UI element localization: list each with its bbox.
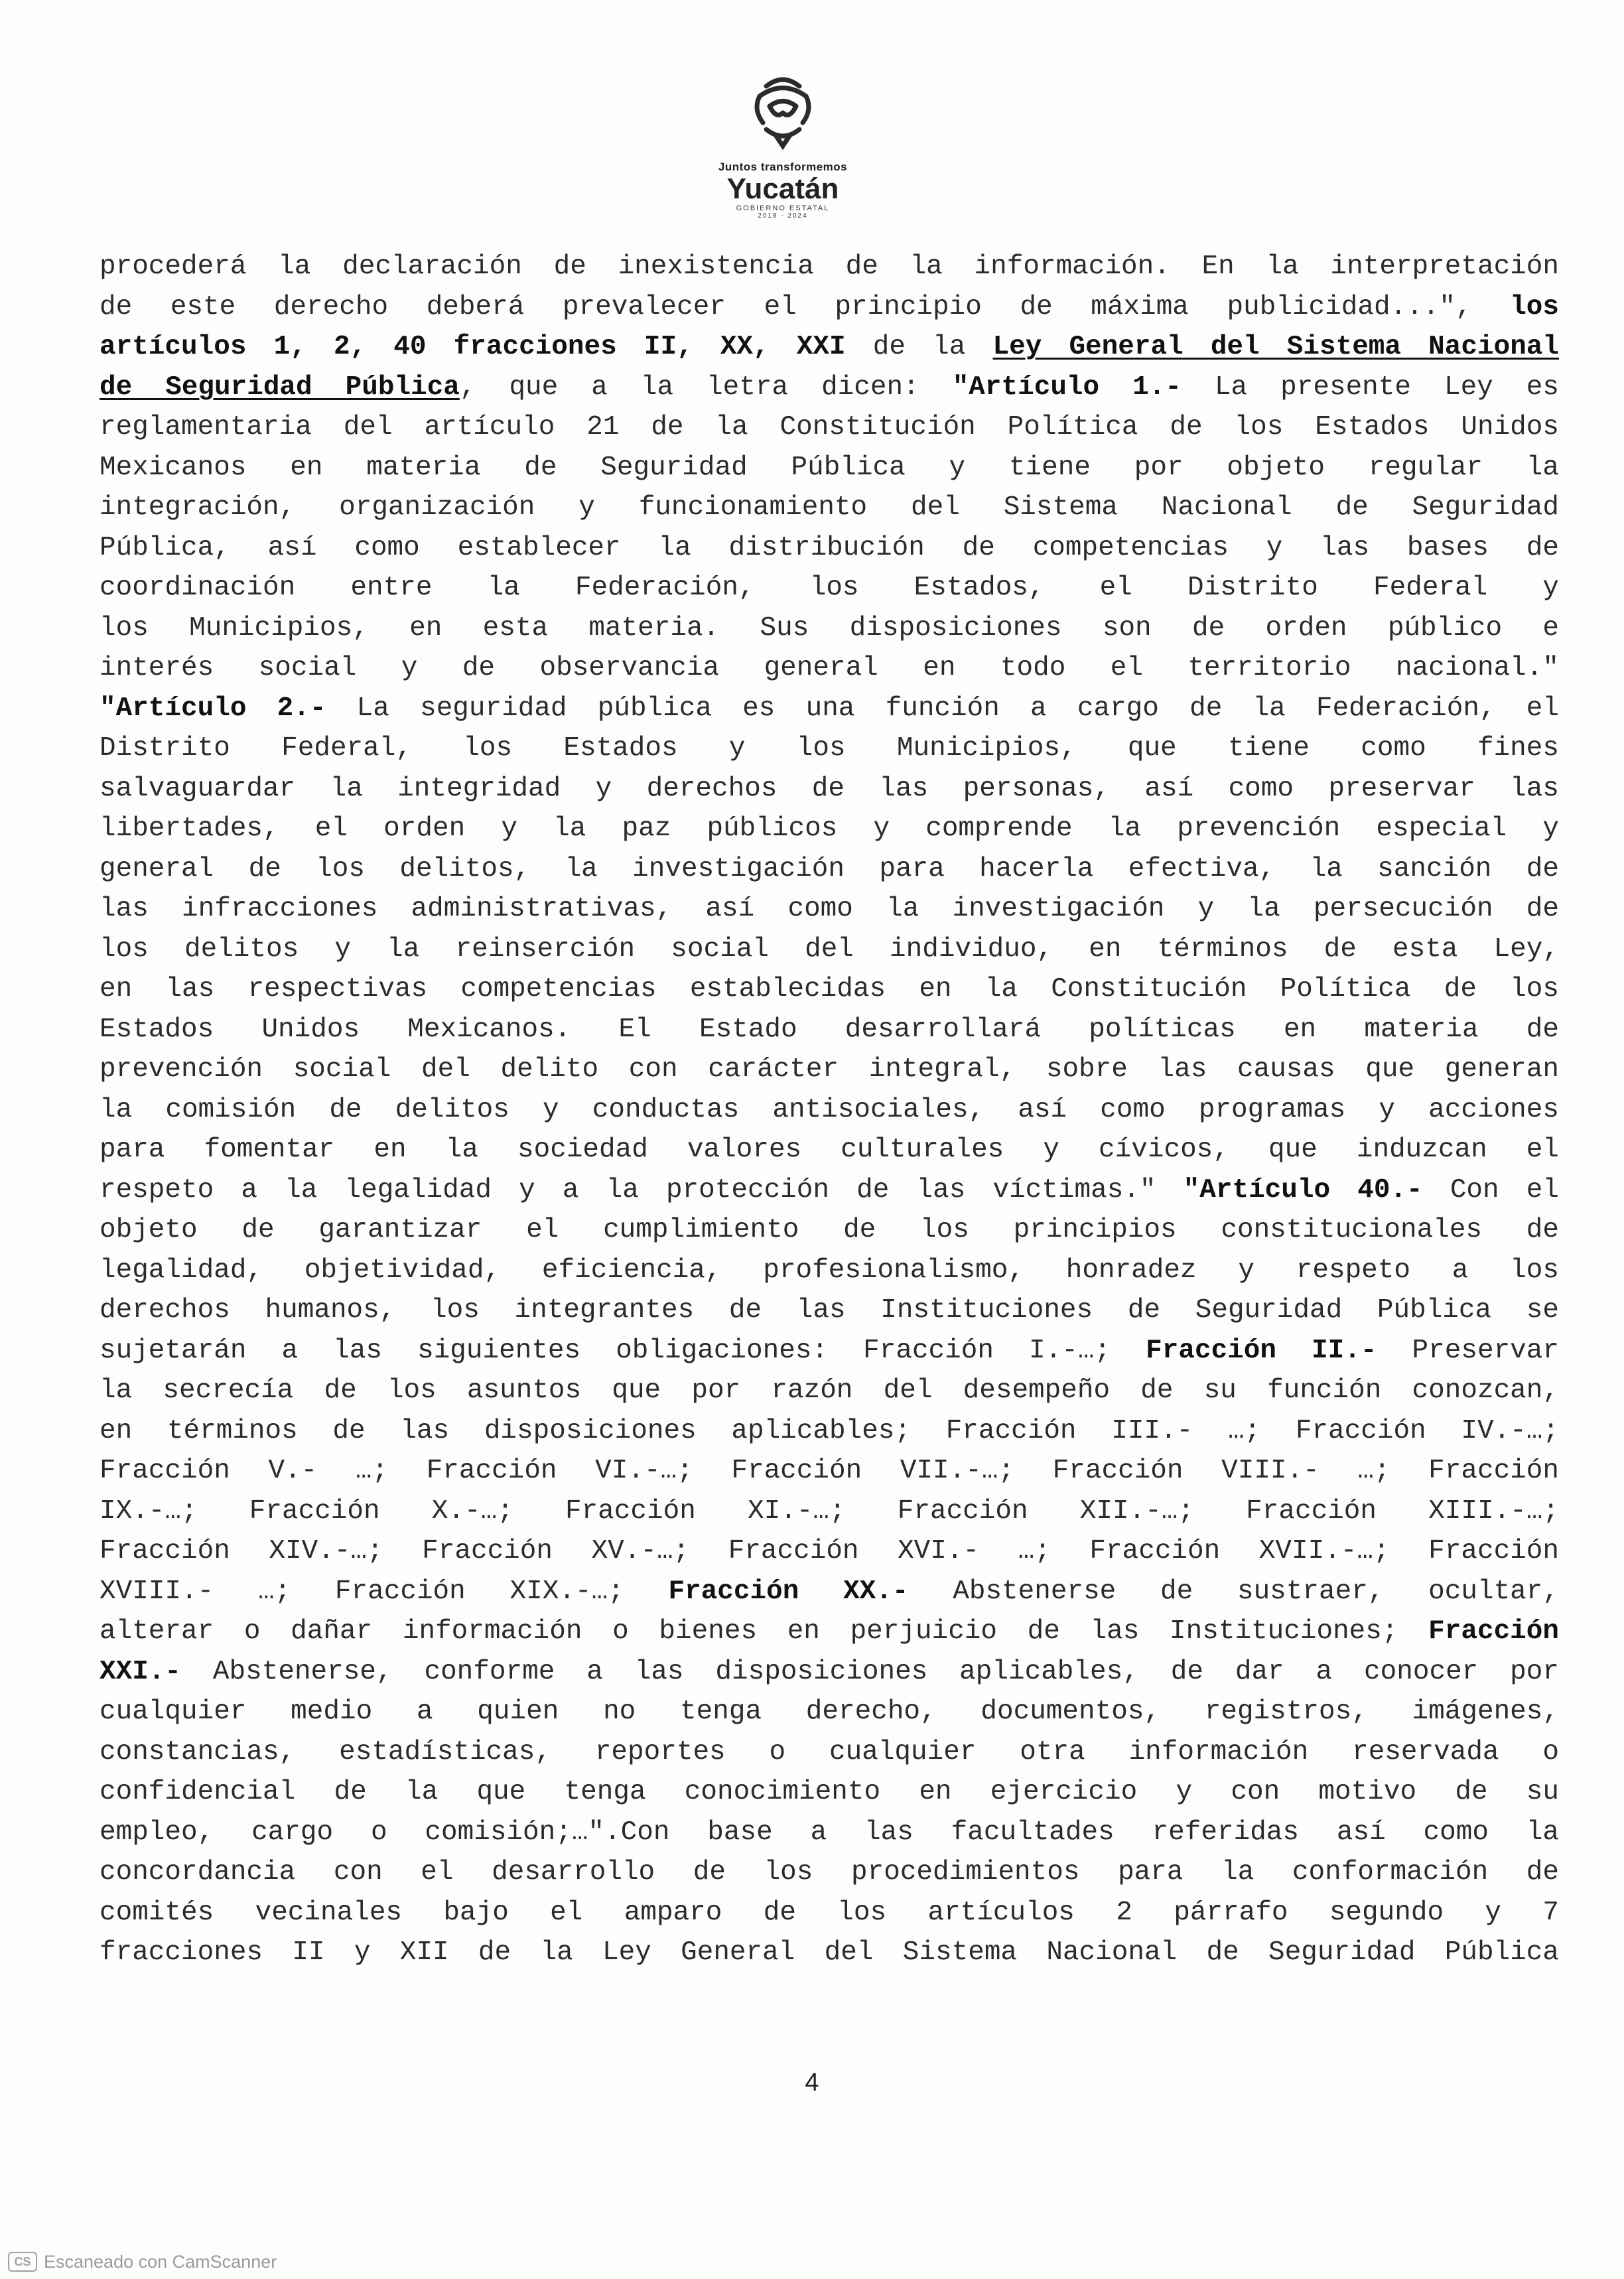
text-segment: fracciones II y XII de la Ley General del Sistema Nacional de Seguridad Pública bbox=[100, 1937, 1559, 1968]
body-text bbox=[100, 247, 1559, 1973]
text-line bbox=[100, 849, 1559, 890]
text-line bbox=[100, 969, 1559, 1010]
text-line bbox=[100, 407, 1559, 448]
text-line bbox=[100, 1451, 1559, 1491]
bold-text-segment: los bbox=[1510, 291, 1559, 322]
text-segment: alterar o dañar información o bienes en perjuicio de las Instituciones; bbox=[100, 1616, 1429, 1647]
logo-years: 2018 - 2024 bbox=[758, 212, 808, 220]
bold-text-segment: "Artículo 40.- bbox=[1183, 1174, 1423, 1206]
text-line bbox=[100, 889, 1559, 930]
scanner-watermark-text: Escaneado con CamScanner bbox=[44, 2251, 277, 2272]
text-line bbox=[100, 1371, 1559, 1411]
text-segment: IX.-…; Fracción X.-…; Fracción XI.-…; Fracción XII.-…; Fracción XIII.-…; bbox=[100, 1495, 1559, 1527]
text-segment: general de los delitos, la investigación para hacerla efectiva, la sanción de bbox=[100, 853, 1559, 884]
camscanner-icon: CS bbox=[8, 2252, 37, 2272]
text-line bbox=[100, 448, 1559, 488]
text-line bbox=[100, 1852, 1559, 1893]
text-line bbox=[100, 1933, 1559, 1973]
text-line bbox=[100, 1813, 1559, 1853]
text-segment: Abstenerse, conforme a las disposiciones aplicables, de dar a conocer por bbox=[181, 1656, 1559, 1687]
logo-tagline: Juntos transformemos bbox=[718, 161, 848, 173]
bold-text-segment: "Artículo 2.- bbox=[100, 693, 326, 724]
text-line bbox=[100, 769, 1559, 809]
text-segment: coordinación entre la Federación, los Estados, el Distrito Federal y bbox=[100, 573, 1559, 603]
text-line bbox=[100, 930, 1559, 970]
logo-subtitle: GOBIERNO ESTATAL bbox=[736, 204, 830, 213]
text-segment: Estados Unidos Mexicanos. El Estado desarrollará políticas en materia de bbox=[100, 1014, 1559, 1045]
text-line bbox=[100, 648, 1559, 689]
text-line bbox=[100, 1331, 1559, 1371]
bold-text-segment: XXI.- bbox=[100, 1656, 182, 1687]
letterhead bbox=[663, 66, 902, 220]
text-segment: la secrecía de los asuntos que por razón del desempeño de su función conozcan, bbox=[100, 1375, 1559, 1406]
text-line bbox=[100, 488, 1559, 528]
bold-text-segment: Fracción II.- bbox=[1146, 1335, 1377, 1366]
text-line bbox=[100, 1130, 1559, 1170]
text-line bbox=[100, 528, 1559, 569]
bold-text-segment: Fracción bbox=[1428, 1616, 1559, 1647]
text-segment: La seguridad pública es una función a cargo de la Federación, el bbox=[326, 693, 1559, 724]
text-segment: Abstenerse de sustraer, ocultar, bbox=[908, 1576, 1559, 1607]
text-line bbox=[100, 1572, 1559, 1612]
text-segment: sujetarán a las siguientes obligaciones: Fracción I.-…; bbox=[100, 1335, 1146, 1366]
text-segment: la comisión de delitos y conductas antisociales, así como programas y acciones bbox=[100, 1094, 1559, 1125]
bold-text-segment: de Seguridad Pública bbox=[100, 372, 460, 403]
page-number: 4 bbox=[805, 2069, 819, 2097]
text-segment: interés social y de observancia general en todo el territorio nacional." bbox=[100, 653, 1559, 683]
text-segment: para fomentar en la sociedad valores culturales y cívicos, que induzcan el bbox=[100, 1135, 1559, 1165]
yucatan-government-logo bbox=[740, 66, 826, 153]
text-line bbox=[100, 1612, 1559, 1652]
text-line bbox=[100, 287, 1559, 328]
text-segment: libertades, el orden y la paz públicos y comprende la prevención especial y bbox=[100, 813, 1559, 844]
text-line bbox=[100, 1531, 1559, 1572]
text-segment: Distrito Federal, los Estados y los Municipios, que tiene como fines bbox=[100, 733, 1559, 764]
bold-text-segment: artículos 1, 2, 40 fracciones II, XX, XXI bbox=[100, 332, 846, 362]
scanner-watermark bbox=[8, 2250, 277, 2273]
text-segment: objeto de garantizar el cumplimiento de los principios constitucionales de bbox=[100, 1215, 1559, 1245]
text-segment: comités vecinales bajo el amparo de los artículos 2 párrafo segundo y 7 bbox=[100, 1897, 1559, 1928]
text-line bbox=[100, 1050, 1559, 1090]
text-segment: constancias, estadísticas, reportes o cualquier otra información reservada o bbox=[100, 1736, 1559, 1767]
text-segment: Mexicanos en materia de Seguridad Pública y tiene por objeto regular la bbox=[100, 452, 1559, 483]
text-segment: legalidad, objetividad, eficiencia, profesionalismo, honradez y respeto a los bbox=[100, 1255, 1559, 1286]
text-line bbox=[100, 327, 1559, 368]
text-line bbox=[100, 1732, 1559, 1773]
text-line bbox=[100, 689, 1559, 729]
text-segment: empleo, cargo o comisión;…".Con base a las facultades referidas así como la bbox=[100, 1817, 1559, 1848]
text-segment: La presente Ley es bbox=[1181, 372, 1559, 403]
text-segment: , que a la letra dicen: bbox=[459, 372, 953, 403]
text-line bbox=[100, 1411, 1559, 1452]
bold-text-segment: Fracción XX.- bbox=[668, 1576, 909, 1607]
text-segment: Pública, así como establecer la distribución de competencias y las bases de bbox=[100, 532, 1559, 563]
text-line bbox=[100, 809, 1559, 849]
text-line bbox=[100, 1290, 1559, 1331]
bold-text-segment: Ley General del Sistema Nacional bbox=[992, 332, 1559, 362]
text-segment: en términos de las disposiciones aplicables; Fracción III.- …; Fracción IV.-…; bbox=[100, 1415, 1559, 1446]
text-line bbox=[100, 1692, 1559, 1732]
text-line bbox=[100, 608, 1559, 649]
text-segment: reglamentaria del artículo 21 de la Constitución Política de los Estados Unidos bbox=[100, 412, 1559, 443]
text-segment: los delitos y la reinserción social del individuo, en términos de esta Ley, bbox=[100, 933, 1559, 965]
text-line bbox=[100, 1772, 1559, 1813]
text-segment: de este derecho deberá prevalecer el principio de máxima publicidad...", bbox=[100, 291, 1511, 322]
text-line bbox=[100, 247, 1559, 287]
text-segment: concordancia con el desarrollo de los procedimientos para la conformación de bbox=[100, 1857, 1559, 1888]
text-segment: Fracción XIV.-…; Fracción XV.-…; Fracción XVI.- …; Fracción XVII.-…; Fracción bbox=[100, 1536, 1559, 1566]
text-line bbox=[100, 1090, 1559, 1131]
text-segment: las infracciones administrativas, así como la investigación y la persecución de bbox=[100, 894, 1559, 924]
text-segment: confidencial de la que tenga conocimiento en ejercicio y con motivo de su bbox=[100, 1777, 1559, 1807]
text-segment: integración, organización y funcionamiento del Sistema Nacional de Seguridad bbox=[100, 492, 1559, 523]
text-segment: los Municipios, en esta materia. Sus disposiciones son de orden público e bbox=[100, 612, 1559, 644]
text-segment: prevención social del delito con carácter integral, sobre las causas que generan bbox=[100, 1054, 1559, 1085]
text-line bbox=[100, 1893, 1559, 1933]
text-line bbox=[100, 1251, 1559, 1291]
text-segment: de la bbox=[845, 332, 993, 362]
text-line bbox=[100, 1491, 1559, 1532]
bold-text-segment: "Artículo 1.- bbox=[952, 372, 1182, 403]
text-segment: Preservar bbox=[1377, 1335, 1559, 1366]
text-line bbox=[100, 1170, 1559, 1211]
text-segment: procederá la declaración de inexistencia de la información. En la interpretación bbox=[100, 251, 1559, 282]
text-line bbox=[100, 1652, 1559, 1692]
text-line bbox=[100, 568, 1559, 608]
text-segment: salvaguardar la integridad y derechos de las personas, así como preservar las bbox=[100, 773, 1559, 804]
text-segment: respeto a la legalidad y a la protección de las víctimas." bbox=[100, 1174, 1184, 1206]
text-segment: Fracción V.- …; Fracción VI.-…; Fracción VII.-…; Fracción VIII.- …; Fracción bbox=[100, 1456, 1559, 1486]
text-line bbox=[100, 368, 1559, 408]
text-segment: derechos humanos, los integrantes de las Instituciones de Seguridad Pública se bbox=[100, 1295, 1559, 1326]
text-line bbox=[100, 1210, 1559, 1251]
text-segment: en las respectivas competencias establecidas en la Constitución Política de los bbox=[100, 974, 1559, 1004]
text-segment: Con el bbox=[1422, 1174, 1559, 1206]
text-line bbox=[100, 1010, 1559, 1050]
logo-name: Yucatán bbox=[726, 173, 839, 205]
text-line bbox=[100, 728, 1559, 769]
text-segment: cualquier medio a quien no tenga derecho, documentos, registros, imágenes, bbox=[100, 1696, 1559, 1727]
text-segment: XVIII.- …; Fracción XIX.-…; bbox=[100, 1576, 669, 1607]
